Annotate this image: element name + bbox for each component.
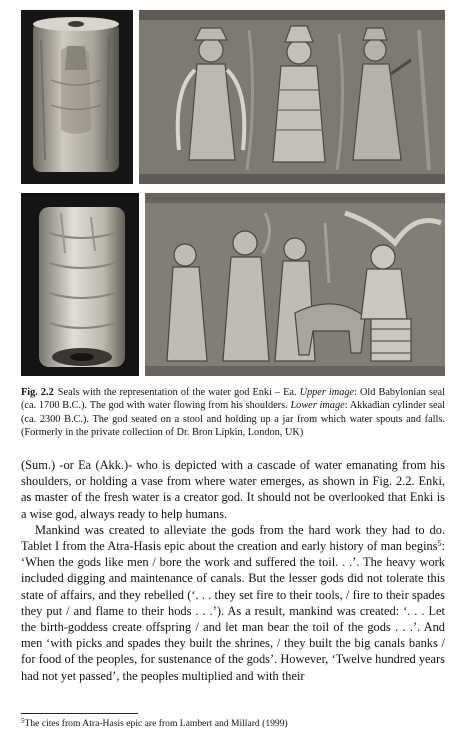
footnote-text: The cites from Atra-Hasis epic are from Lambert and Millard (1999)	[24, 718, 288, 729]
body-text	[21, 457, 445, 684]
footnote	[21, 718, 288, 730]
paragraph-2-start: Mankind was created to alleviate the gods from the hard work they had to do. Tablet I from the Atra-Hasis epic about the creation and early history of man begins	[21, 522, 445, 554]
caption-upper-label: Upper image	[299, 387, 355, 398]
lower-seal-impression-photo	[145, 193, 445, 376]
footnote-mark: 5	[21, 717, 25, 725]
paragraph-2	[21, 522, 445, 684]
upper-seal-impression-photo	[139, 10, 445, 184]
paragraph-1: (Sum.) -or Ea (Akk.)- who is depicted with a cascade of water emanating from his shoulders, or holding a vase from where water emerges, as shown in Fig. 2.2. Enki, as master of the fresh water is a creator god. It should not be overlooked that Enki is a wise god, always ready to help humans.	[21, 458, 445, 521]
figure-caption	[21, 386, 445, 439]
footnote-divider	[21, 713, 138, 714]
caption-lower-label: Lower image	[290, 400, 345, 412]
paragraph-2-rest: : ‘When the gods like men / bore the work and suffered the toil. . .’. The heavy work included digging and maintenance of canals. But the lesser gods did not tolerate this state of affairs, and they rebelled (‘. . . they set fire to their tools, / fire to their spades they put / and flame to their hods . . .’). As a result, mankind was created: ‘. . . Let the birth-goddess create offspring / and let man bear the toil of the gods . . .’. And men ‘with picks and spades they built the shrines, / they built the big canals banks / for food of the peoples, for sustenance of the gods’. However, ‘Twelve hundred years had not yet passed’, the peoples multiplied and with their	[21, 539, 445, 683]
caption-intro: Seals with the representation of the water god Enki – Ea.	[57, 387, 300, 398]
figure-label: Fig. 2.2	[21, 387, 54, 398]
upper-cylinder-seal-photo	[21, 10, 133, 184]
caption-upper-text: : Old Babylonian seal (ca. 1700 B.C.). The god with water flowing from his shoulders.	[21, 387, 445, 412]
lower-cylinder-seal-photo	[21, 193, 139, 376]
footnote-reference[interactable]: 5	[437, 539, 442, 549]
caption-lower-text: : Akkadian cylinder seal (ca. 2300 B.C.). The god seated on a stool and holding up a jar from which water spouts and falls. (Formerly in the private collection of Dr. Bron Lipkin, London, UK)	[21, 400, 446, 438]
figure-photographs	[21, 10, 445, 376]
